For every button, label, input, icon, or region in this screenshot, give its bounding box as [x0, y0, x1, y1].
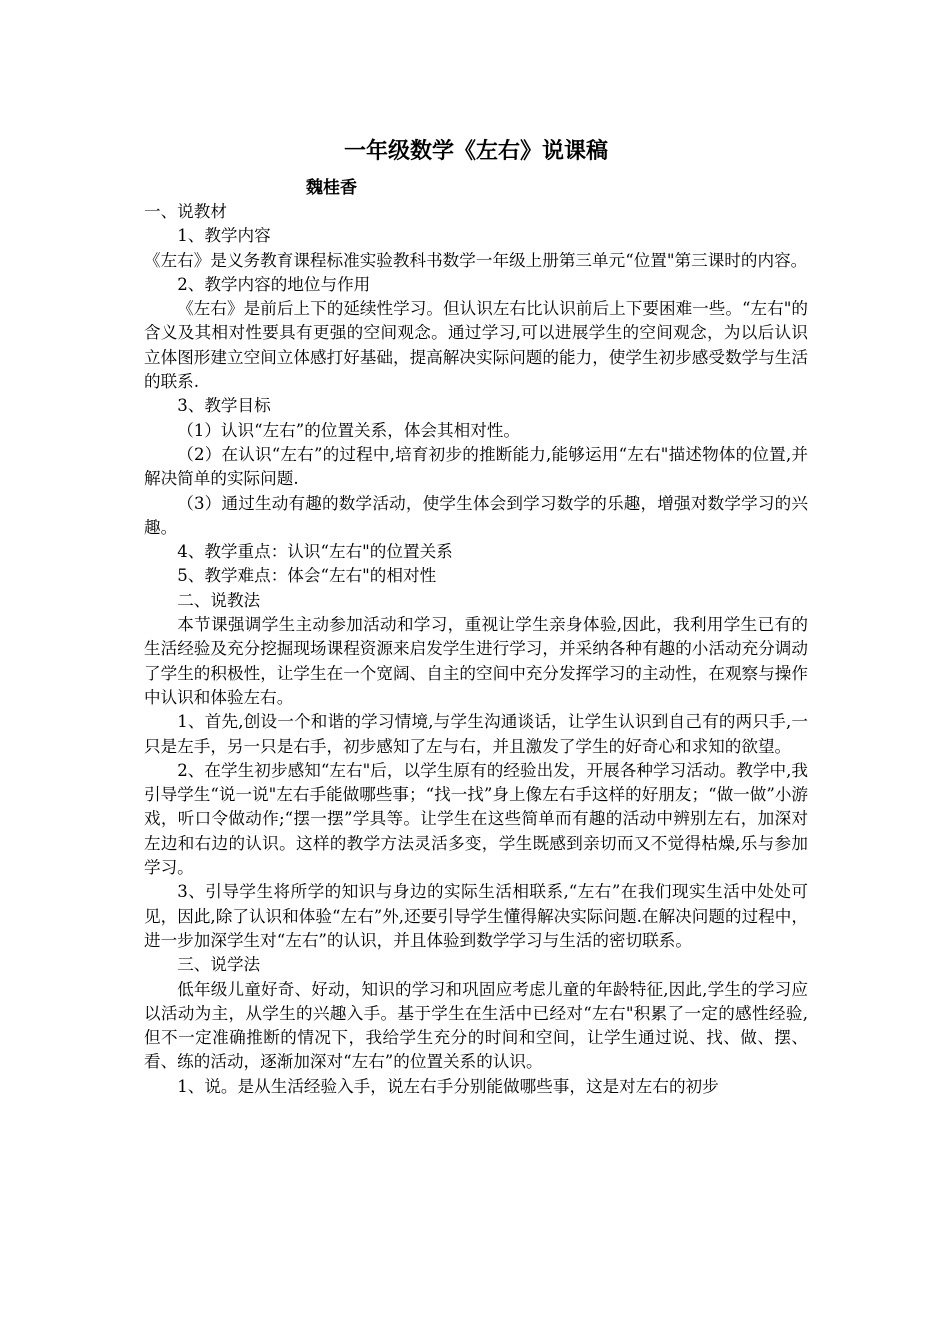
paragraph: 本节课强调学生主动参加活动和学习，重视让学生亲身体验,因此，我利用学生已有的生活经验及充分挖掘现场课程资源来启发学生进行学习，并采纳各种有趣的小活动充分调动了学生的积极性，让学生在一个宽阔、自主的空间中充分发挥学习的主动性，在观察与操作中认识和体验左右。: [144, 615, 808, 707]
objective-item: （1）认识“左右”的位置关系，体会其相对性。: [177, 420, 520, 440]
objective-item: （3）通过生动有趣的数学活动，使学生体会到学习数学的乐趣，增强对数学学习的兴趣。: [144, 493, 808, 537]
paragraph: 2、在学生初步感知“左右"后，以学生原有的经验出发，开展各种学习活动。教学中,我引导学生“说一说"左右手能做哪些事；“找一找”身上像左右手这样的好朋友；“做一做”小游戏，听口令做动作;“摆一摆”学具等。让学生在这些简单而有趣的活动中辨别左右，加深对左边和右边的认识。这样的教学方法灵活多变，学生既感到亲切而又不觉得枯燥,乐与参加学习。: [144, 760, 809, 878]
subsection-heading: 5、教学难点：体会“左右"的相对性: [177, 566, 437, 586]
subsection-heading: 1、教学内容: [177, 226, 271, 246]
paragraph: 低年级儿童好奇、好动，知识的学习和巩固应考虑儿童的年龄特征,因此,学生的学习应以活动为主，从学生的兴趣入手。基于学生在生活中已经对“左右"积累了一定的感性经验,但不一定准确推断的情况下，我给学生充分的时间和空间，让学生通过说、找、做、摆、看、练的活动，逐渐加深对“左右”的位置关系的认识。: [144, 979, 808, 1072]
subsection-heading: 2、教学内容的地位与作用: [177, 274, 371, 294]
paragraph: 《左右》是前后上下的延续性学习。但认识左右比认识前后上下要困难一些。“左右"的含义及其相对性要具有更强的空间观念。通过学习,可以进展学生的空间观念，为以后认识立体图形建立空间立体感打好基础，提高解决实际问题的能力，使学生初步感受数学与生活的联系.: [144, 299, 808, 392]
paragraph: 3、引导学生将所学的知识与身边的实际生活相联系,“左右”在我们现实生活中处处可见，因此,除了认识和体验“左右”外,还要引导学生懂得解决实际问题.在解决问题的过程中，进一步加深学生对“左右”的认识，并且体验到数学学习与生活的密切联系。: [144, 882, 808, 950]
document-author: 魏桂香: [306, 178, 357, 198]
section-heading: 一、说教材: [144, 202, 227, 221]
objective-item: （2）在认识“左右”的过程中,培育初步的推断能力,能够运用“左右"描述物体的位置,并解决简单的实际问题.: [144, 444, 808, 489]
document-body: [144, 200, 808, 1099]
section-heading: 二、说教法: [177, 590, 261, 610]
paragraph: 1、说。是从生活经验入手，说左右手分别能做哪些事，这是对左右的初步: [177, 1076, 719, 1096]
subsection-heading: 3、教学目标: [177, 396, 271, 416]
section-heading: 三、说学法: [177, 955, 261, 975]
document-title: 一年级数学《左右》说课稿: [343, 138, 608, 164]
paragraph: 《左右》是义务教育课程标准实验教科书数学一年级上册第三单元“位置"第三课时的内容。: [144, 250, 808, 270]
paragraph: 1、首先,创设一个和谐的学习情境,与学生沟通谈话，让学生认识到自己有的两只手,一只是左手，另一只是右手，初步感知了左与右，并且激发了学生的好奇心和求知的欲望。: [144, 712, 808, 756]
subsection-heading: 4、教学重点：认识“左右"的位置关系: [177, 542, 453, 562]
